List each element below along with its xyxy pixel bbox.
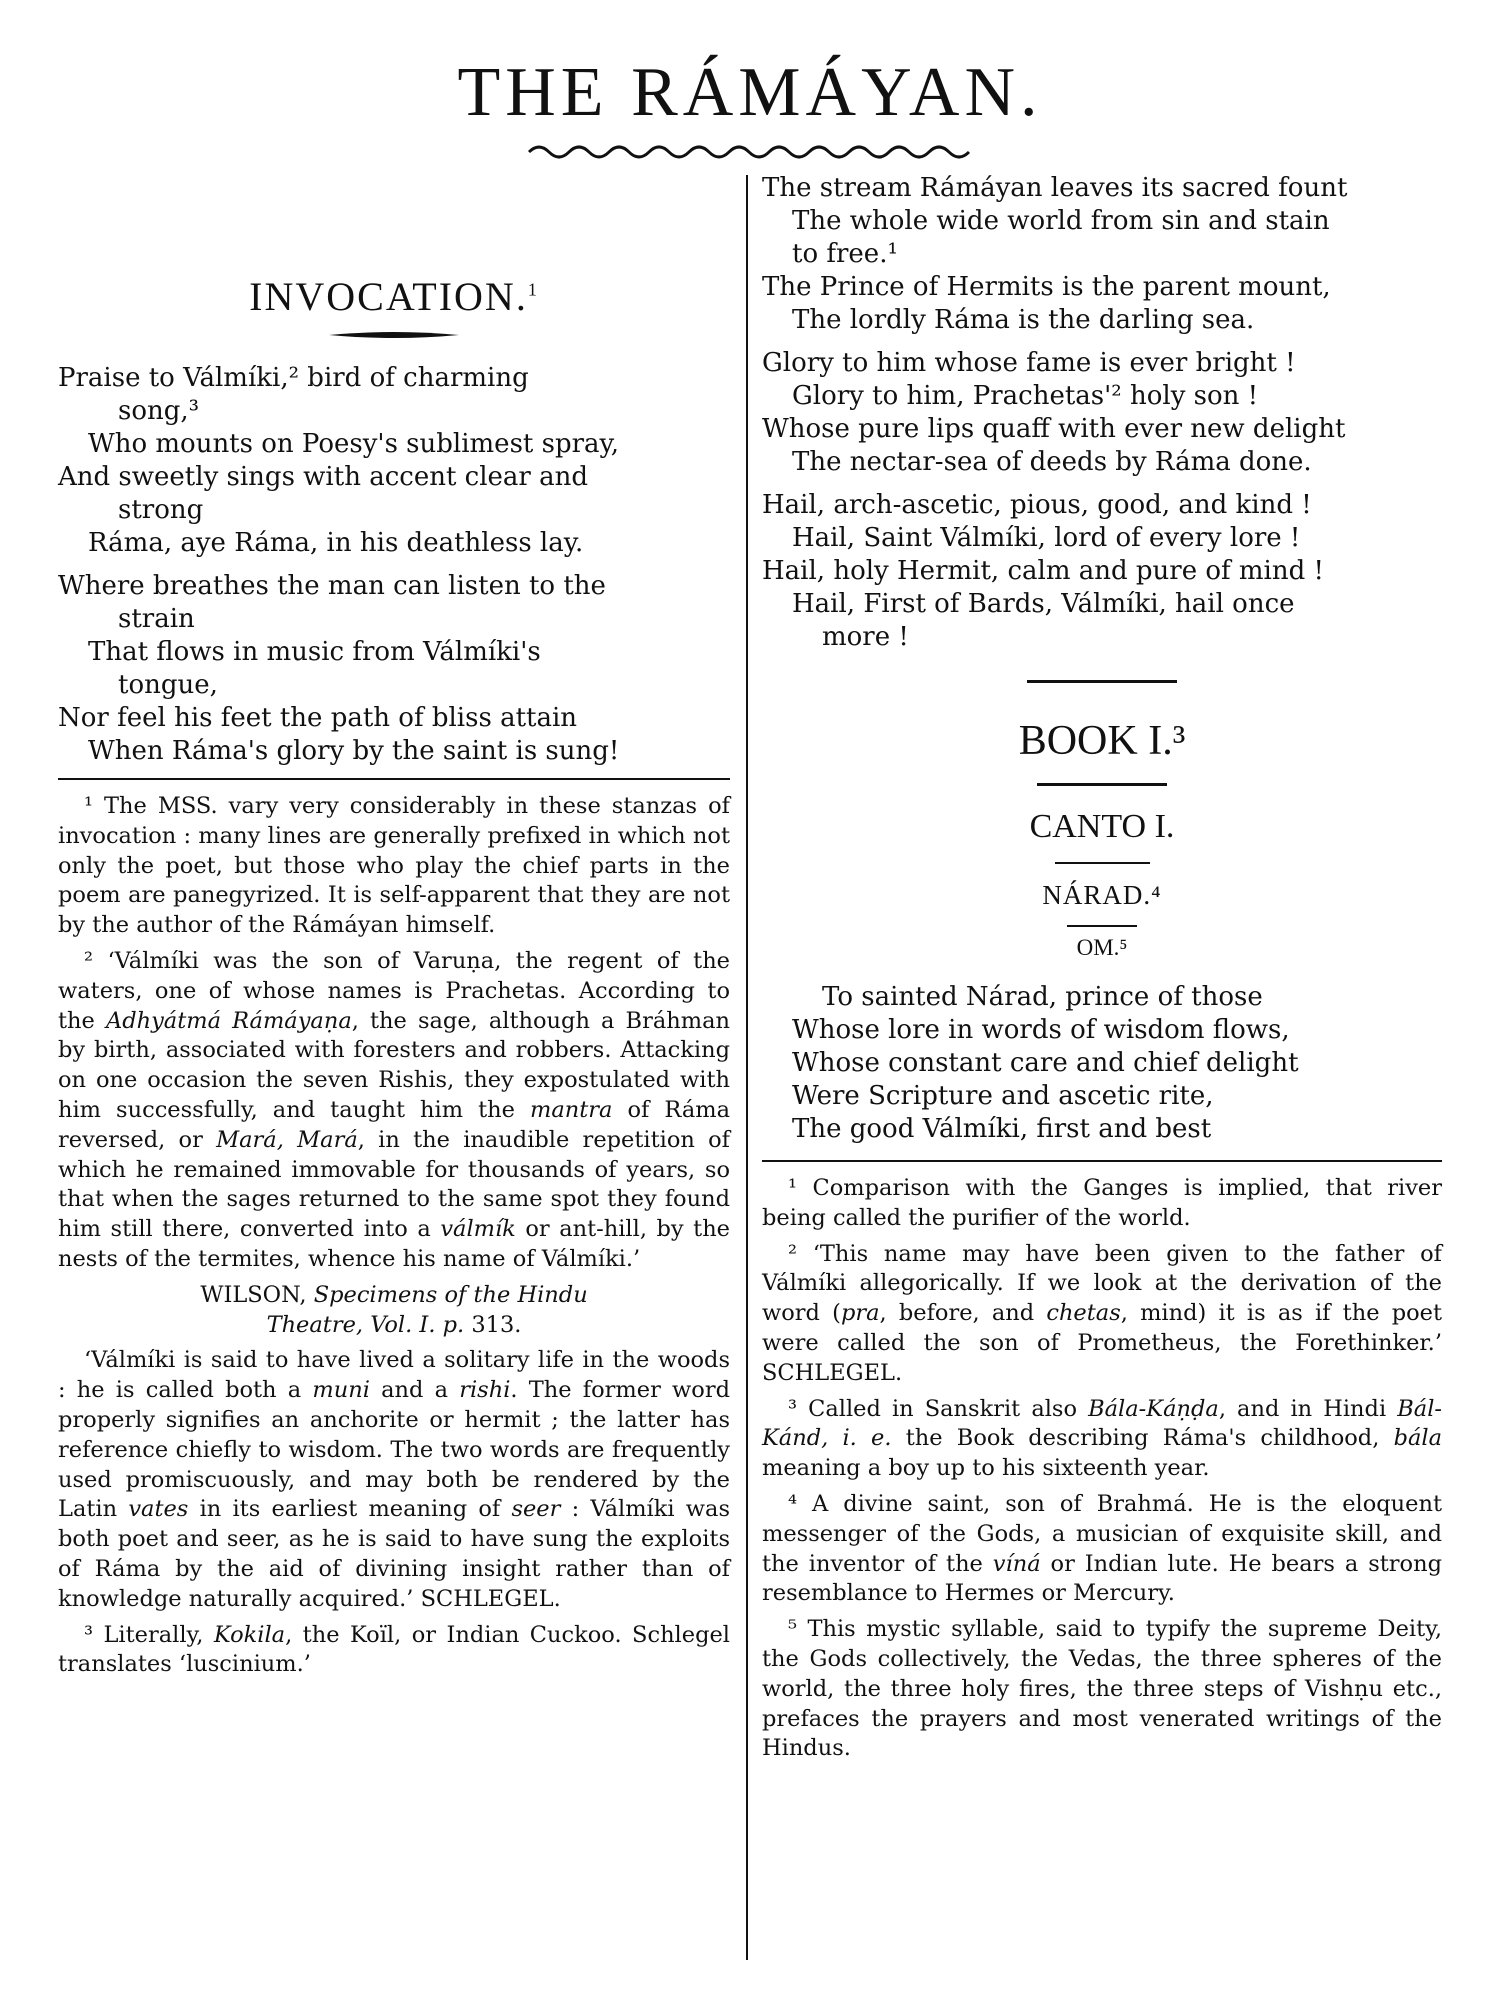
column-divider bbox=[746, 175, 748, 1960]
invocation-heading: INVOCATION.$^1$ bbox=[249, 274, 539, 319]
footnote: ‘Válmíki is said to have lived a solitary life in the woods : he is called both a muni and a rishi. The former word properly signifies an anchorite or hermit ; the latter has reference chiefly to wisdom. The two words are frequently used promiscuously, and may both be rendered by the Latin vates in its earliest meaning of seer : Válmíki was both poet and seer, as he is said to have sung the exploits of Ráma by the aid of divining insight rather than of knowledge naturally acquired.’ SCHLEGEL. bbox=[58, 1347, 730, 1612]
right-column bbox=[762, 172, 1442, 1770]
footnote-rule bbox=[58, 778, 730, 780]
invocation-ornament bbox=[329, 328, 459, 342]
stanza bbox=[58, 362, 730, 560]
left-column bbox=[58, 175, 730, 1686]
right-footnotes bbox=[762, 1174, 1442, 1764]
section-rule bbox=[1027, 680, 1177, 683]
verse-line: Praise to Válmíki,² bird of charming bbox=[58, 363, 529, 393]
verse-line: strong bbox=[118, 495, 204, 525]
verse-line: To sainted Nárad, prince of those bbox=[822, 982, 1263, 1012]
verse-line: to free.¹ bbox=[792, 239, 898, 269]
stanza bbox=[58, 570, 730, 768]
verse-line: The whole wide world from sin and stain bbox=[792, 206, 1330, 236]
book-heading: BOOK I.³ bbox=[1018, 718, 1186, 764]
verse-line: When Ráma's glory by the saint is sung! bbox=[88, 736, 620, 766]
verse-line: Where breathes the man can listen to the bbox=[58, 571, 606, 601]
verse-line: Glory to him, Prachetas'² holy son ! bbox=[792, 381, 1259, 411]
heading-rule bbox=[1055, 862, 1150, 864]
verse-line: The nectar-sea of deeds by Ráma done. bbox=[792, 447, 1312, 477]
verse-line: tongue, bbox=[118, 670, 218, 700]
verse-line: And sweetly sings with accent clear and bbox=[58, 462, 589, 492]
canto-verse bbox=[762, 981, 1442, 1146]
verse-line: more ! bbox=[822, 622, 909, 652]
footnote: ² ‘Válmíki was the son of Varuṇa, the regent of the waters, one of whose names is Prachetas. According to the Adhyátmá Rámáyaṇa, the sage, although a Bráhman by birth, associated with foresters and robbers. Attacking on one occasion the seven Rishis, they expostulated with him successfully, and taught him the mantra of Ráma reversed, or Mará, Mará, in the inaudible repetition of which he remained immovable for thousands of years, so that when the sages returned to the same spot they found him still there, converted into a válmík or ant-hill, by the nests of the termites, whence his name of Válmíki.’ bbox=[58, 947, 730, 1272]
verse-line: Who mounts on Poesy's sublimest spray, bbox=[88, 429, 620, 459]
footnote-rule bbox=[762, 1160, 1442, 1162]
verse-line: The Prince of Hermits is the parent mount, bbox=[762, 272, 1331, 302]
verse-line: Nor feel his feet the path of bliss attain bbox=[58, 703, 578, 733]
footnote-attribution: WILSON, Specimens of the Hindu bbox=[200, 1281, 588, 1308]
verse-line: song,³ bbox=[118, 396, 200, 426]
invocation-verse-left bbox=[58, 362, 730, 768]
verse-line: Whose lore in words of wisdom flows, bbox=[792, 1015, 1290, 1045]
verse-line: Hail, Saint Válmíki, lord of every lore ! bbox=[792, 523, 1301, 553]
canto-heading: CANTO I. bbox=[1029, 808, 1175, 845]
verse-line: Glory to him whose fame is ever bright ! bbox=[762, 348, 1296, 378]
footnote-attribution: Theatre, Vol. I. p. 313. bbox=[266, 1311, 522, 1338]
footnote: ² ‘This name may have been given to the father of Válmíki allegorically. If we look at the derivation of the word (pra, before, and chetas, mind) it is as if the poet were called the son of Prometheus, the Forethinker.’ SCHLEGEL. bbox=[762, 1240, 1443, 1386]
stanza bbox=[762, 489, 1442, 654]
verse-line: strain bbox=[118, 604, 195, 634]
verse-line: Whose pure lips quaff with ever new delight bbox=[762, 414, 1346, 444]
narad-heading: NÁRAD.⁴ bbox=[1042, 880, 1162, 910]
verse-line: The lordly Ráma is the darling sea. bbox=[792, 305, 1255, 335]
verse-line: Hail, First of Bards, Válmíki, hail once bbox=[792, 589, 1295, 619]
footnote: ⁴ A divine saint, son of Brahmá. He is the eloquent messenger of the Gods, a musician of exquisite skill, and the inventor of the víná or Indian lute. He bears a strong resemblance to Hermes or Mercury. bbox=[762, 1490, 1442, 1607]
stanza bbox=[762, 347, 1442, 479]
footnote: ³ Called in Sanskrit also Bála-Káṇḍa, and in Hindi Bál-Kánd, i. e. the Book describing Ráma's childhood, bála meaning a boy up to his sixteenth year. bbox=[762, 1395, 1443, 1482]
heading-rule bbox=[1037, 783, 1167, 786]
footnote: ³ Literally, Kokila, the Koïl, or Indian Cuckoo. Schlegel translates ‘luscinium.’ bbox=[58, 1621, 730, 1678]
page-title: THE RÁMÁYAN. bbox=[457, 54, 1043, 131]
om-heading: OM.⁵ bbox=[1076, 935, 1128, 960]
title-flourish bbox=[525, 138, 975, 164]
left-footnotes bbox=[58, 792, 730, 1680]
footnote: ¹ The MSS. vary very considerably in these stanzas of invocation : many lines are generally prefixed in which not only the poet, but those who play the chief parts in the poem are panegyrized. It is self-apparent that they are not by the author of the Rámáyan himself. bbox=[58, 793, 730, 939]
invocation-verse-right bbox=[762, 172, 1442, 654]
footnote: ¹ Comparison with the Ganges is implied, that river being called the purifier of the world. bbox=[762, 1175, 1442, 1231]
verse-line: That flows in music from Válmíki's bbox=[88, 637, 541, 667]
verse-line: Were Scripture and ascetic rite, bbox=[792, 1081, 1214, 1111]
verse-line: Ráma, aye Ráma, in his deathless lay. bbox=[88, 528, 584, 558]
verse-line: The stream Rámáyan leaves its sacred fount bbox=[762, 173, 1348, 203]
stanza bbox=[762, 172, 1442, 337]
footnote: ⁵ This mystic syllable, said to typify the supreme Deity, the Gods collectively, the Vedas, the three spheres of the world, the three holy fires, the three steps of Vishṇu etc., prefaces the prayers and most venerated writings of the Hindus. bbox=[762, 1616, 1442, 1762]
verse-line: Hail, arch-ascetic, pious, good, and kind ! bbox=[762, 490, 1312, 520]
verse-line: Hail, holy Hermit, calm and pure of mind ! bbox=[762, 556, 1324, 586]
verse-line: The good Válmíki, first and best bbox=[792, 1114, 1212, 1144]
verse-line: Whose constant care and chief delight bbox=[792, 1048, 1299, 1078]
heading-rule bbox=[1067, 925, 1137, 927]
